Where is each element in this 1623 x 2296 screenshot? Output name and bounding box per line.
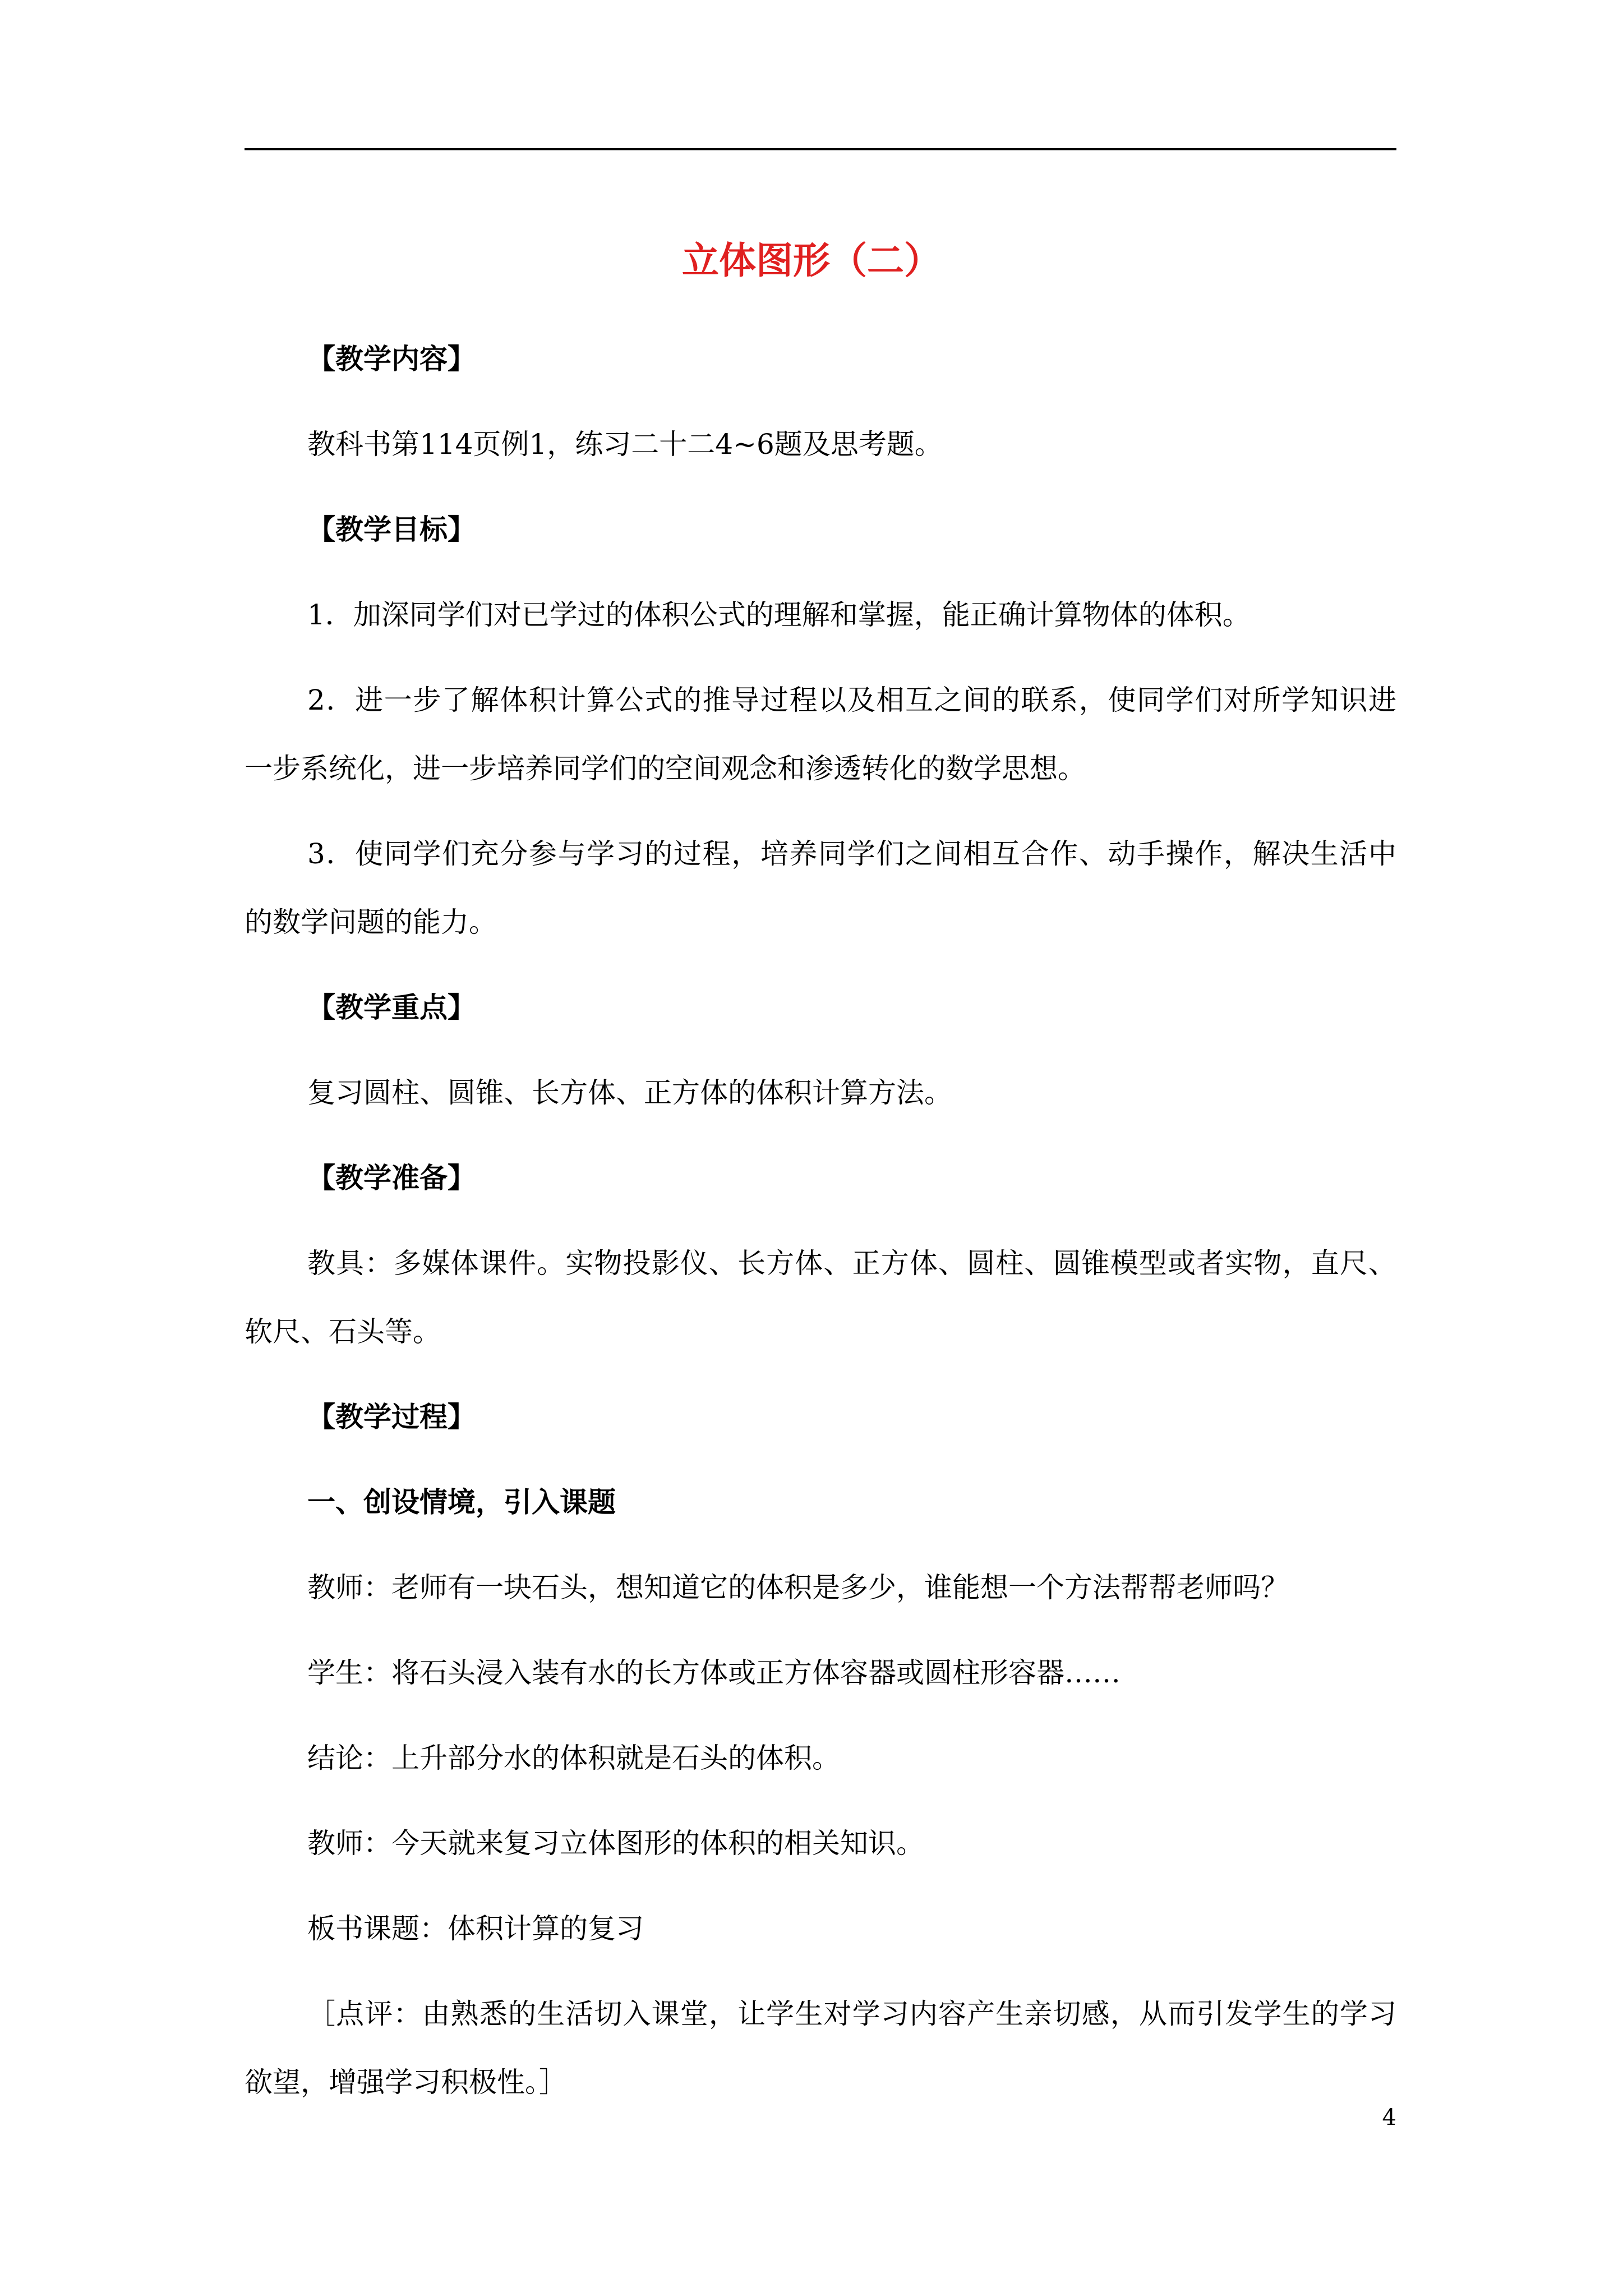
section-heading-prep: 【教学准备】	[307, 1162, 476, 1194]
key-text: 复习圆柱、圆锥、长方体、正方体的体积计算方法。	[307, 1076, 952, 1109]
goal-3-line-1: 3．使同学们充分参与学习的过程，培养同学们之间相互合作、动手操作，解决生活中	[307, 838, 1396, 870]
prep-line-1: 教具：多媒体课件。实物投影仪、长方体、正方体、圆柱、圆锥模型或者实物，直尺、	[307, 1247, 1396, 1280]
goal-2-line-1: 2．进一步了解体积计算公式的推导过程以及相互之间的联系，使同学们对所学知识进	[307, 684, 1396, 716]
section-heading-process: 【教学过程】	[307, 1401, 476, 1433]
board-title-line: 板书课题：体积计算的复习	[307, 1912, 644, 1945]
conclusion-line: 结论：上升部分水的体积就是石头的体积。	[307, 1742, 840, 1774]
section-heading-key: 【教学重点】	[307, 991, 476, 1024]
header-rule	[245, 148, 1396, 150]
section-heading-content: 【教学内容】	[307, 343, 476, 375]
section-heading-goals: 【教学目标】	[307, 513, 476, 546]
content-text: 教科书第114页例1，练习二十二4~6题及思考题。	[307, 428, 943, 461]
student-line-1: 学生：将石头浸入装有水的长方体或正方体容器或圆柱形容器……	[307, 1657, 1121, 1689]
step-1-heading: 一、创设情境，引入课题	[307, 1486, 616, 1519]
prep-line-2: 软尺、石头等。	[245, 1315, 441, 1348]
page-title: 立体图形（二）	[682, 239, 941, 282]
goal-2-line-2: 一步系统化，进一步培养同学们的空间观念和渗透转化的数学思想。	[245, 752, 1086, 785]
teacher-line-2: 教师：今天就来复习立体图形的体积的相关知识。	[307, 1827, 924, 1860]
comment-line-2: 欲望，增强学习积极性。］	[245, 2066, 567, 2099]
teacher-line-1: 教师：老师有一块石头，想知道它的体积是多少，谁能想一个方法帮帮老师吗？	[307, 1571, 1289, 1604]
goal-1: 1．加深同学们对已学过的体积公式的理解和掌握，能正确计算物体的体积。	[307, 599, 1251, 631]
page-number: 4	[1382, 2105, 1396, 2131]
goal-3-line-2: 的数学问题的能力。	[245, 906, 497, 938]
comment-line-1: ［点评：由熟悉的生活切入课堂，让学生对学习内容产生亲切感，从而引发学生的学习	[307, 1998, 1396, 2030]
